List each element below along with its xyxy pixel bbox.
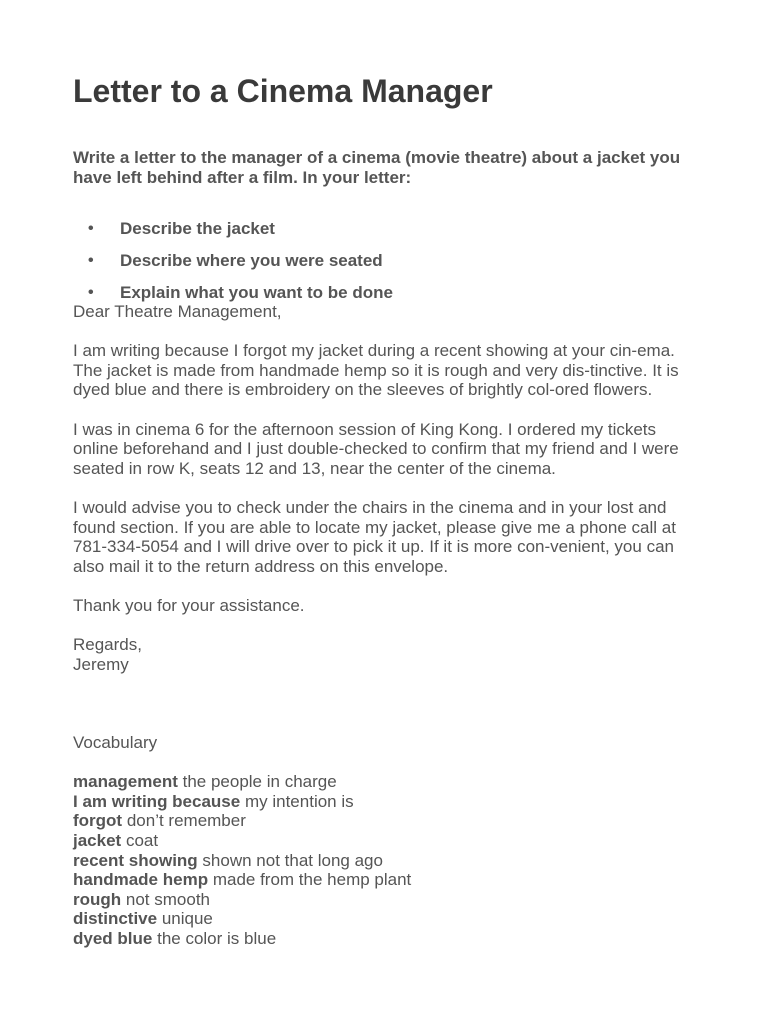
prompt-bullet-item bbox=[73, 218, 393, 250]
letter-closing: Regards, bbox=[73, 635, 142, 655]
letter-thanks: Thank you for your assistance. bbox=[73, 595, 305, 615]
vocabulary-term: dyed blue bbox=[73, 928, 153, 948]
vocabulary-definition: unique bbox=[161, 909, 213, 929]
vocabulary-term: recent showing bbox=[73, 850, 198, 870]
vocabulary-term: handmade hemp bbox=[73, 870, 209, 890]
vocabulary-term: I am writing because bbox=[73, 791, 241, 811]
vocabulary-definition: shown not that long ago bbox=[202, 850, 383, 870]
prompt-bullet-text: Describe the jacket bbox=[120, 219, 275, 238]
vocabulary-row bbox=[73, 811, 703, 831]
vocabulary-definition: made from the hemp plant bbox=[212, 870, 412, 890]
vocabulary-definition: don’t remember bbox=[126, 811, 246, 831]
prompt-bullet-item bbox=[73, 250, 393, 282]
prompt-bullet-text: Describe where you were seated bbox=[120, 251, 383, 270]
letter-signature: Jeremy bbox=[73, 654, 129, 674]
vocabulary-row bbox=[73, 870, 703, 890]
vocabulary-term: distinctive bbox=[73, 909, 158, 929]
vocabulary-row bbox=[73, 851, 703, 871]
writing-prompt: Write a letter to the manager of a cinema (movie theatre) about a jacket you have left behind after a film. In your letter: bbox=[73, 148, 681, 187]
vocabulary-row bbox=[73, 890, 703, 910]
page-title: Letter to a Cinema Manager bbox=[73, 73, 493, 109]
letter-paragraph: I would advise you to check under the chairs in the cinema and in your lost and found section. If you are able to locate my jacket, please give me a phone call at 781-334-5054 and I will drive over to pick it up. If it is more con-venient, you can also mail it to the return address on this envelope. bbox=[73, 497, 676, 576]
letter-paragraph: I am writing because I forgot my jacket during a recent showing at your cin-ema. The jacket is made from handmade hemp so it is rough and very dis-tinctive. It is dyed blue and there is embroidery on the sleeves of brightly col-ored flowers. bbox=[73, 341, 679, 400]
vocabulary-row bbox=[73, 831, 703, 851]
prompt-bullet-list bbox=[73, 218, 393, 314]
letter-paragraph: I was in cinema 6 for the afternoon session of King Kong. I ordered my tickets online beforehand and I just double-checked to confirm that my friend and I were seated in row K, seats 12 and 13, near the center of the cinema. bbox=[73, 419, 679, 478]
vocabulary-section bbox=[73, 733, 703, 949]
vocabulary-row bbox=[73, 909, 703, 929]
vocabulary-row bbox=[73, 772, 703, 792]
vocabulary-term: jacket bbox=[73, 830, 122, 850]
vocabulary-heading: Vocabulary bbox=[73, 733, 158, 752]
vocabulary-definition: the people in charge bbox=[182, 772, 337, 792]
vocabulary-row bbox=[73, 929, 703, 949]
vocabulary-definition: not smooth bbox=[125, 889, 210, 909]
vocabulary-term: rough bbox=[73, 889, 122, 909]
bullet-icon: • bbox=[88, 252, 94, 269]
bullet-icon: • bbox=[88, 220, 94, 237]
letter-body bbox=[73, 302, 703, 674]
prompt-bullet-text: Explain what you want to be done bbox=[120, 283, 393, 302]
vocabulary-term: forgot bbox=[73, 811, 123, 831]
vocabulary-definition: my intention is bbox=[244, 791, 354, 811]
bullet-icon: • bbox=[88, 284, 94, 301]
letter-salutation: Dear Theatre Management, bbox=[73, 302, 282, 321]
vocabulary-definition: the color is blue bbox=[157, 928, 277, 948]
vocabulary-term: management bbox=[73, 772, 178, 792]
vocabulary-definition: coat bbox=[125, 830, 159, 850]
vocabulary-row bbox=[73, 792, 703, 812]
